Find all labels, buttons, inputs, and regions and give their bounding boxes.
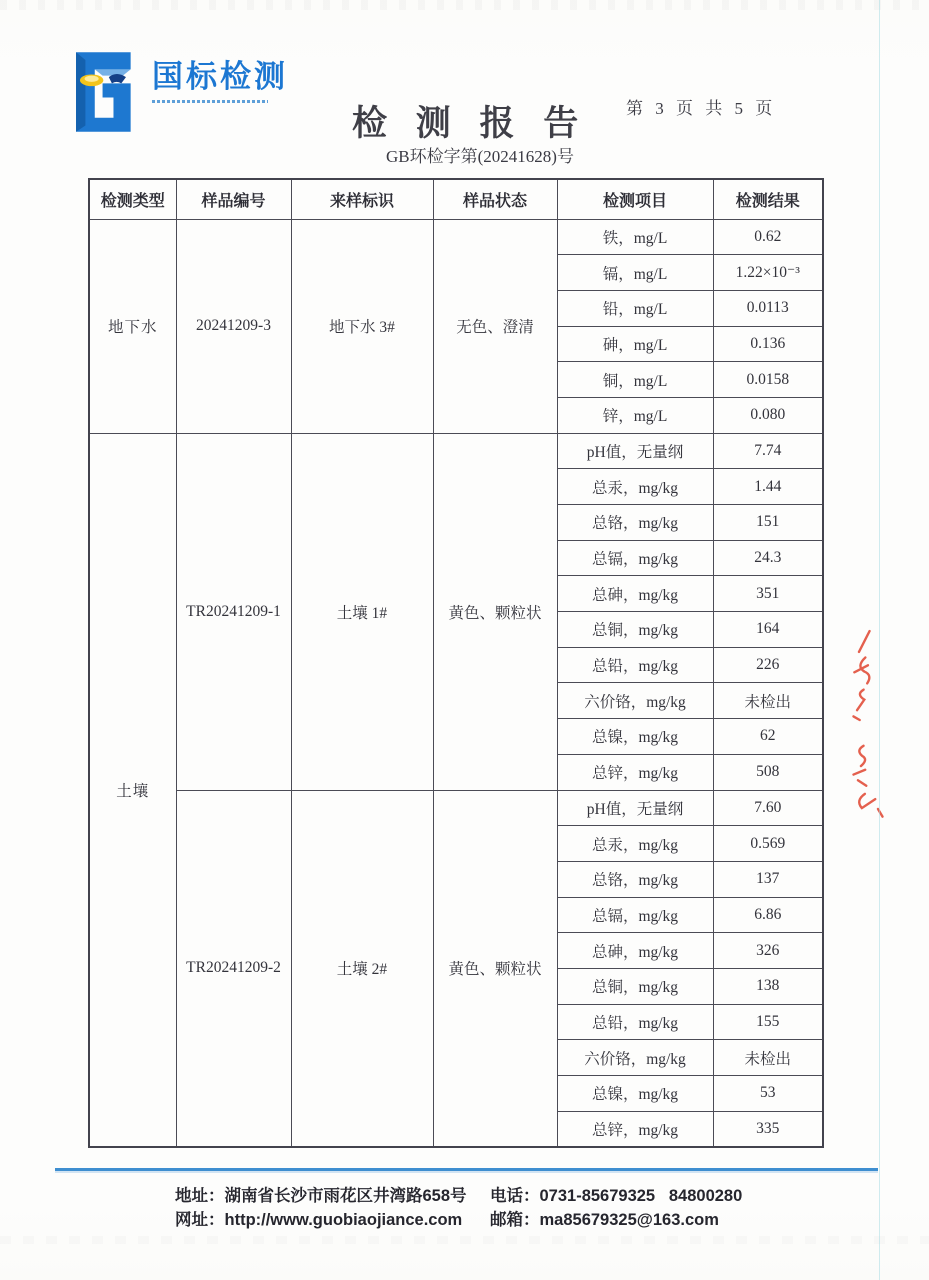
report-title: 检 测 报 告 xyxy=(352,104,589,143)
scan-noise-bottom xyxy=(0,1236,929,1244)
scan-edge-line xyxy=(879,0,880,1280)
result-cell: 62 xyxy=(713,719,823,755)
result-cell: 6.86 xyxy=(713,897,823,933)
item-cell: 总锌，mg/kg xyxy=(557,1111,713,1147)
item-cell: 锌，mg/L xyxy=(557,397,713,433)
item-cell: 总汞，mg/kg xyxy=(557,826,713,862)
results-table xyxy=(88,178,824,1148)
result-cell: 1.22×10⁻³ xyxy=(713,255,823,291)
item-cell: 镉，mg/L xyxy=(557,255,713,291)
result-cell: 151 xyxy=(713,505,823,541)
item-cell: 铅，mg/L xyxy=(557,290,713,326)
result-cell: 137 xyxy=(713,861,823,897)
result-cell: 335 xyxy=(713,1111,823,1147)
item-cell: 六价铬，mg/kg xyxy=(557,1040,713,1076)
footer-phone: 电话：0731-85679325 84800280 xyxy=(490,1187,743,1205)
result-cell: 未检出 xyxy=(713,683,823,719)
column-header-4: 检测项目 xyxy=(557,179,713,219)
result-cell: 0.62 xyxy=(713,219,823,255)
result-cell: 7.60 xyxy=(713,790,823,826)
item-cell: 总锌，mg/kg xyxy=(557,754,713,790)
handwritten-margin-note xyxy=(829,625,891,824)
item-cell: 铁，mg/L xyxy=(557,219,713,255)
result-cell: 0.0158 xyxy=(713,362,823,398)
item-cell: 总镍，mg/kg xyxy=(557,719,713,755)
column-header-1: 样品编号 xyxy=(176,179,291,219)
result-cell: 164 xyxy=(713,612,823,648)
page-number: 第 3 页 共 5 页 xyxy=(626,99,777,118)
sample-mark-cell: 地下水 3# xyxy=(291,219,433,433)
item-cell: 总铅，mg/kg xyxy=(557,647,713,683)
result-cell: 未检出 xyxy=(713,1040,823,1076)
column-header-3: 样品状态 xyxy=(433,179,557,219)
scan-noise-top xyxy=(0,0,929,10)
sample-code-cell: 20241209-3 xyxy=(176,219,291,433)
column-header-0: 检测类型 xyxy=(89,179,176,219)
column-header-2: 来样标识 xyxy=(291,179,433,219)
item-cell: 总铜，mg/kg xyxy=(557,968,713,1004)
sample-mark-cell: 土壤 1# xyxy=(291,433,433,790)
company-logo xyxy=(62,48,288,136)
table-row xyxy=(89,219,823,255)
result-cell: 24.3 xyxy=(713,540,823,576)
company-name: 国标检测 xyxy=(152,59,288,94)
result-cell: 508 xyxy=(713,754,823,790)
result-cell: 155 xyxy=(713,1004,823,1040)
sample-code-cell: TR20241209-2 xyxy=(176,790,291,1147)
item-cell: 总汞，mg/kg xyxy=(557,469,713,505)
result-cell: 226 xyxy=(713,647,823,683)
item-cell: 总砷，mg/kg xyxy=(557,933,713,969)
item-cell: 总铅，mg/kg xyxy=(557,1004,713,1040)
footer-website: 网址：http://www.guobiaojiance.com xyxy=(175,1211,463,1229)
item-cell: 总砷，mg/kg xyxy=(557,576,713,612)
result-cell: 0.136 xyxy=(713,326,823,362)
sample-state-cell: 黄色、颗粒状 xyxy=(433,790,557,1147)
item-cell: 六价铬，mg/kg xyxy=(557,683,713,719)
result-cell: 1.44 xyxy=(713,469,823,505)
footer-divider-line xyxy=(55,1168,878,1171)
column-header-5: 检测结果 xyxy=(713,179,823,219)
result-cell: 138 xyxy=(713,968,823,1004)
item-cell: 总铬，mg/kg xyxy=(557,505,713,541)
result-cell: 326 xyxy=(713,933,823,969)
logo-g-icon xyxy=(62,48,140,136)
sample-mark-cell: 土壤 2# xyxy=(291,790,433,1147)
item-cell: pH值，无量纲 xyxy=(557,790,713,826)
results-table-wrap xyxy=(88,178,822,1148)
type-cell: 土壤 xyxy=(89,433,176,1147)
result-cell: 0.080 xyxy=(713,397,823,433)
table-row xyxy=(89,790,823,826)
item-cell: 总铜，mg/kg xyxy=(557,612,713,648)
item-cell: 总铬，mg/kg xyxy=(557,861,713,897)
sample-state-cell: 无色、澄清 xyxy=(433,219,557,433)
sample-state-cell: 黄色、颗粒状 xyxy=(433,433,557,790)
item-cell: 铜，mg/L xyxy=(557,362,713,398)
item-cell: 总镉，mg/kg xyxy=(557,540,713,576)
item-cell: 总镍，mg/kg xyxy=(557,1076,713,1112)
result-cell: 351 xyxy=(713,576,823,612)
logo-tagline-line xyxy=(152,100,268,103)
item-cell: pH值，无量纲 xyxy=(557,433,713,469)
result-cell: 53 xyxy=(713,1076,823,1112)
type-cell: 地下水 xyxy=(89,219,176,433)
report-number: GB环检字第(20241628)号 xyxy=(386,147,574,166)
table-row xyxy=(89,433,823,469)
result-cell: 0.569 xyxy=(713,826,823,862)
item-cell: 砷，mg/L xyxy=(557,326,713,362)
sample-code-cell: TR20241209-1 xyxy=(176,433,291,790)
footer-address: 地址：湖南省长沙市雨花区井湾路658号 xyxy=(175,1187,467,1205)
result-cell: 7.74 xyxy=(713,433,823,469)
table-header-row xyxy=(89,179,823,219)
item-cell: 总镉，mg/kg xyxy=(557,897,713,933)
footer-email: 邮箱：ma85679325@163.com xyxy=(490,1211,719,1229)
result-cell: 0.0113 xyxy=(713,290,823,326)
